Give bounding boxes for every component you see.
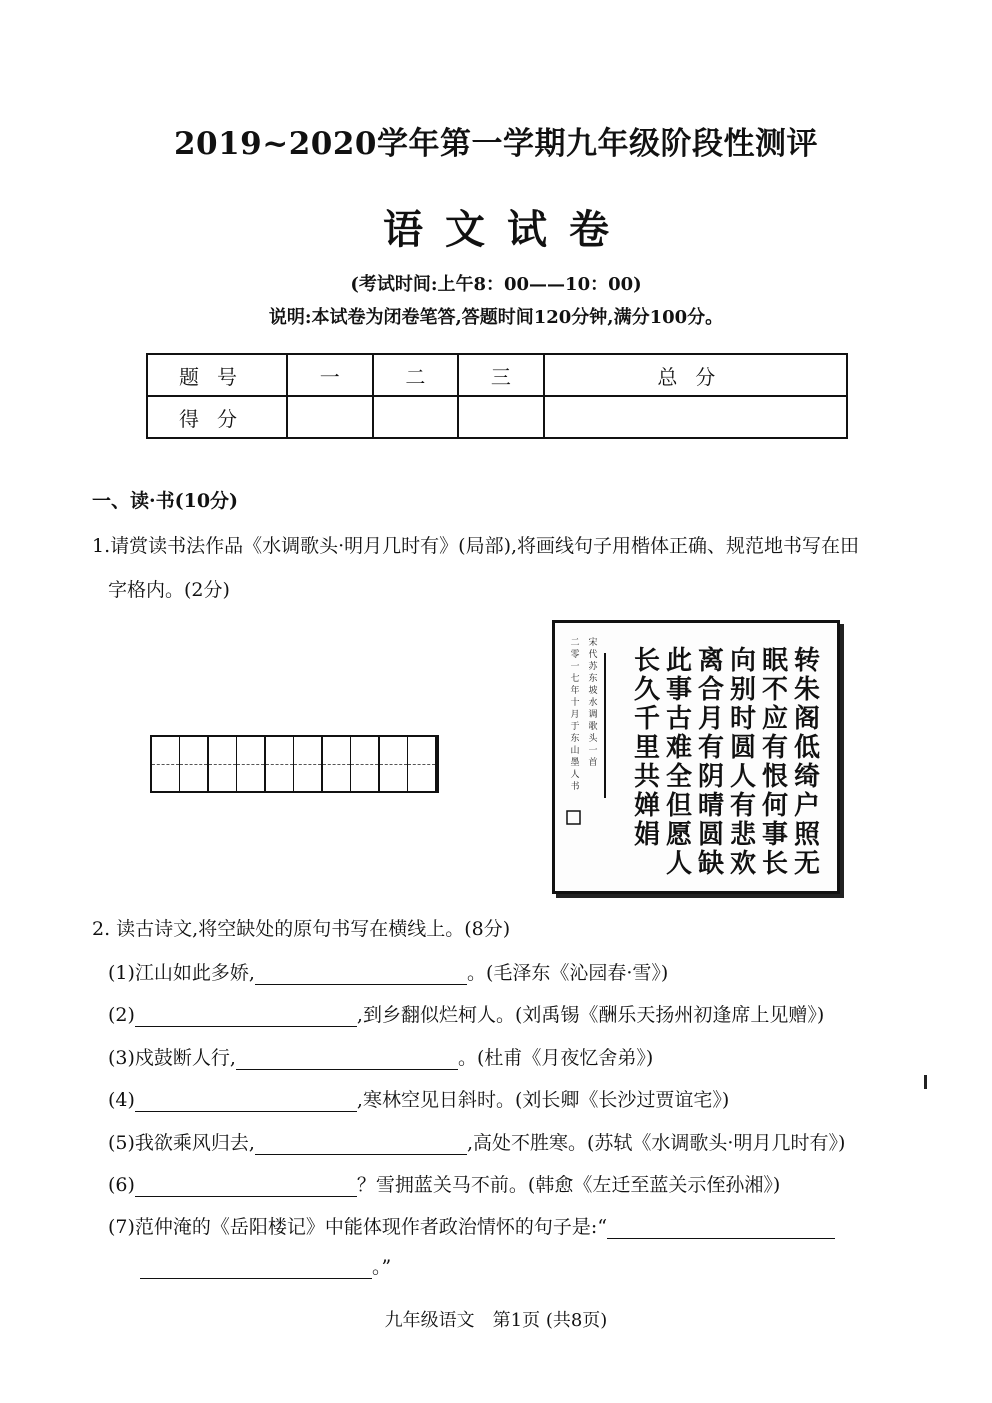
calligraphy-char: 阴 [697,762,725,792]
calligraphy-char: 时 [729,704,757,734]
calligraphy-char: 此 [665,646,693,676]
score-table-header: 三 [458,354,544,396]
answer-blank[interactable] [135,1091,357,1112]
fill-item-1 [108,958,668,985]
calligraphy-char: 合 [697,675,725,705]
calligraphy-char: 古 [665,704,693,734]
inscription-char: 零 [570,650,580,660]
exam-time: (考试时间:上午8：00——10：00) [350,274,642,295]
calligraphy-char: 有 [729,791,757,821]
calligraphy-char: 里 [633,733,661,763]
seal-stamp [567,811,580,824]
calligraphy-char: 但 [665,791,693,821]
fill-item-7 [108,1212,835,1239]
answer-blank[interactable] [135,1176,357,1197]
item-source: ？雪拥蓝关马不前。(韩愈《左迁至蓝关示侄孙湘》) [356,1174,781,1196]
score-cell[interactable] [458,396,544,438]
inscription-char: 坡 [588,686,598,696]
score-table [146,353,848,439]
grid-cell[interactable] [323,737,351,791]
inscription-char: 歌 [588,722,598,732]
score-table-header: 一 [287,354,373,396]
calligraphy-char: 悲 [729,820,757,850]
calligraphy-char: 缺 [697,849,725,879]
item-source: 。(毛泽东《沁园春·雪》) [466,962,669,984]
calligraphy-char: 离 [697,646,725,676]
calligraphy-char: 月 [697,704,725,734]
question-2-title: 2. 读古诗文,将空缺处的原句书写在横线上。(8分) [92,918,511,940]
inscription-char: 人 [570,770,580,780]
calligraphy-char: 圆 [729,733,757,763]
calligraphy-char: 难 [665,733,693,763]
item-text: (2) [108,1004,135,1026]
grid-cell[interactable] [266,737,294,791]
item-text: (7)范仲淹的《岳阳楼记》中能体现作者政治情怀的句子是:“ [108,1216,608,1238]
calligraphy-char: 照 [793,820,821,850]
calligraphy-char: 低 [793,733,821,763]
inscription-char: 代 [588,650,598,660]
calligraphy-char: 愿 [665,820,693,850]
fill-item-3 [108,1043,653,1070]
grid-cell[interactable] [152,737,180,791]
calligraphy-char: 人 [665,849,693,879]
calligraphy-char: 事 [665,675,693,705]
answer-blank[interactable] [255,1134,467,1155]
tianzi-grid[interactable] [150,735,439,793]
calligraphy-char: 长 [633,646,661,676]
calligraphy-char: 向 [729,646,757,676]
fill-item-5 [108,1128,845,1155]
question-1-text: 1.请赏读书法作品《水调歌头·明月几时有》(局部),将画线句子用楷体正确、规范地书写在田 [92,535,860,557]
answer-blank[interactable] [607,1218,835,1239]
score-cell[interactable] [544,396,847,438]
inscription-char: 墨 [570,758,580,768]
calligraphy-char: 有 [697,733,725,763]
calligraphy-char: 别 [729,675,757,705]
score-table-header: 总分 [544,354,847,396]
calligraphy-char: 长 [761,849,789,879]
calligraphy-char: 圆 [697,820,725,850]
score-cell[interactable] [373,396,459,438]
exam-title: 2019~2020学年第一学期九年级阶段性测评 [173,126,819,162]
answer-blank[interactable] [135,1006,357,1027]
calligraphy-char: 朱 [793,675,821,705]
exam-note: 说明:本试卷为闭卷笔答,答题时间120分钟,满分100分。 [268,307,724,328]
calligraphy-char: 不 [761,675,789,705]
inscription-char: 东 [588,674,598,684]
item-text: (6) [108,1174,135,1196]
calligraphy-char: 娟 [633,820,661,850]
inscription-char: 二 [570,638,580,648]
inscription-char: 调 [588,710,598,720]
calligraphy-char: 户 [793,791,821,821]
score-cell[interactable] [287,396,373,438]
calligraphy-char: 久 [633,675,661,705]
exam-subtitle: 语文试卷 [383,206,631,253]
calligraphy-char: 无 [793,849,821,879]
item-source: ,寒林空见日斜时。(刘长卿《长沙过贾谊宅》) [356,1089,730,1111]
item-source: ,到乡翻似烂柯人。(刘禹锡《酬乐天扬州初逢席上见赠》) [356,1004,825,1026]
item-text: (4) [108,1089,135,1111]
item-source: ,高处不胜寒。(苏轼《水调歌头·明月几时有》) [466,1132,846,1154]
inscription-char: 首 [588,758,598,768]
score-table-header: 题号 [147,354,287,396]
score-table-header: 二 [373,354,459,396]
inscription-char: 宋 [588,638,598,648]
section-title: 一、读·书(10分) [92,490,239,512]
calligraphy-artwork [555,623,837,891]
page-footer: 九年级语文 第1页 (共8页) [384,1310,608,1331]
item-text: (1)江山如此多娇, [108,962,255,984]
item-source: 。(杜甫《月夜忆舍弟》) [457,1047,654,1069]
item-text: (3)戍鼓断人行, [108,1047,236,1069]
grid-cell[interactable] [380,737,408,791]
grid-cell[interactable] [294,737,323,791]
inscription-char: 水 [588,698,598,708]
calligraphy-char: 应 [761,704,789,734]
answer-blank[interactable] [140,1258,372,1279]
inscription-char: 月 [570,710,580,720]
inscription-char: 年 [570,686,580,696]
calligraphy-char: 婵 [633,791,661,821]
fill-item-7-cont [140,1252,391,1279]
calligraphy-char: 全 [665,762,693,792]
answer-blank[interactable] [255,964,467,985]
inscription-char: 十 [570,698,580,708]
inscription-char: 头 [588,734,598,744]
score-table-label: 得分 [147,396,287,438]
calligraphy-char: 转 [793,646,821,676]
grid-cell[interactable] [237,737,266,791]
calligraphy-char: 晴 [697,791,725,821]
calligraphy-char: 绮 [793,762,821,792]
item-text: 。” [372,1256,392,1278]
grid-cell[interactable] [351,737,380,791]
calligraphy-char: 人 [729,762,757,792]
grid-cell[interactable] [209,737,237,791]
item-text: (5)我欲乘风归去, [108,1132,255,1154]
inscription-char: 苏 [588,662,598,672]
inscription-char: 一 [588,746,598,756]
scan-mark [924,1075,927,1089]
calligraphy-char: 阁 [793,704,821,734]
fill-item-6 [108,1170,780,1197]
inscription-char: 书 [570,782,580,792]
calligraphy-char: 共 [633,762,661,792]
fill-item-4 [108,1085,729,1112]
calligraphy-char: 事 [761,820,789,850]
calligraphy-char: 何 [761,791,789,821]
inscription-char: 山 [570,746,580,756]
calligraphy-image [552,620,840,894]
grid-cell[interactable] [180,737,209,791]
calligraphy-char: 千 [633,704,661,734]
inscription-char: 于 [570,722,580,732]
grid-cell[interactable] [408,737,437,791]
fill-item-2 [108,1000,824,1027]
inscription-char: 一 [570,662,580,672]
calligraphy-char: 欢 [729,849,757,879]
answer-blank[interactable] [236,1049,458,1070]
calligraphy-char: 眠 [761,646,789,676]
calligraphy-char: 有 [761,733,789,763]
calligraphy-char: 恨 [761,762,789,792]
inscription-char: 七 [570,674,580,684]
question-1-text-cont: 字格内。(2分) [108,579,230,601]
inscription-char: 东 [570,734,580,744]
